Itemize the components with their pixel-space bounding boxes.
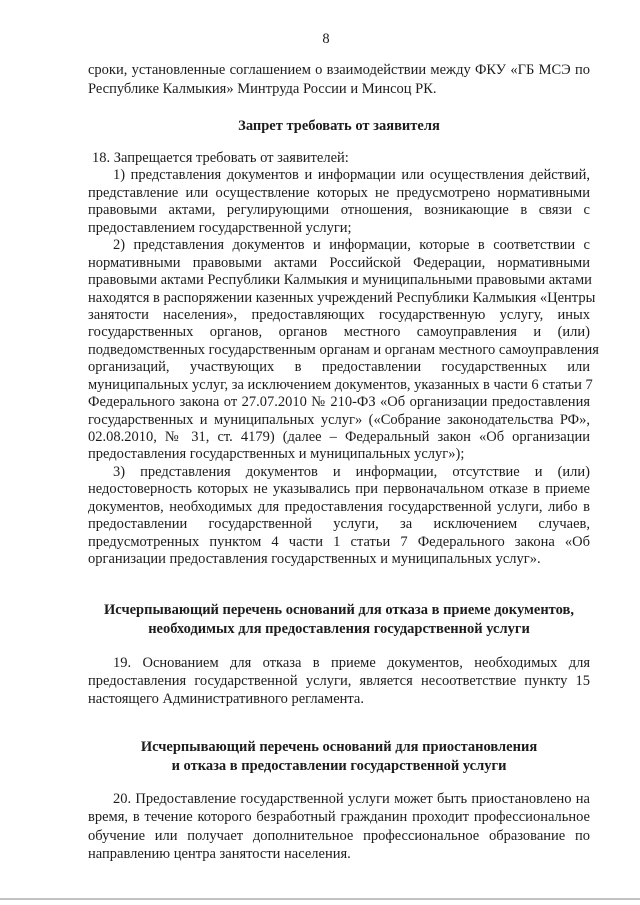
heading-line: и отказа в предоставлении государственной услуги [171, 758, 507, 774]
heading-line: Исчерпывающий перечень оснований для приостановления [140, 739, 538, 755]
paragraph-line: время, в течение которого безработный гражданин проходит профессиональное [88, 809, 590, 826]
paragraph-line: предоставления государственной услуги, является несоответствие пункту 15 [88, 673, 590, 689]
paragraph-line: правовыми актами Республики Калмыкия и муниципальными правовыми актами [88, 272, 592, 289]
paragraph-line: муниципальных услуг, за исключением документов, указанных в части 6 статьи 7 [88, 376, 593, 393]
paragraph-line: подведомственных государственным органам и органам местного самоуправления [88, 341, 599, 358]
paragraph-line: находятся в распоряжении казенных учреждений Республики Калмыкия «Центры [88, 289, 596, 306]
section-heading-suspension [88, 738, 590, 776]
paragraph-line: предоставления государственных и муниципальных услуг»); [88, 446, 465, 463]
paragraph-19 [88, 654, 590, 708]
paragraph-line: 02.08.2010, № 31, ст. 4179) (далее – Федеральный закон «Об организации [88, 429, 590, 445]
paragraph-20 [88, 790, 590, 863]
paragraph-line: Республике Калмыкия» Минтруда России и Минсоц РК. [88, 81, 437, 97]
paragraph-line: государственных органов, органов местного самоуправления и (или) [88, 324, 590, 341]
paragraph-line: занятости населения», предоставляющих государственную услугу, иных [88, 306, 590, 323]
paragraph-line: 18. Запрещается требовать от заявителей: [92, 150, 349, 166]
paragraph-18-subitem-2 [88, 237, 599, 464]
paragraph-line: правовыми актами, регулирующими отношения, возникающие в связи с [88, 202, 590, 219]
section-heading-prohibition [88, 118, 590, 135]
paragraph-line: 1) представления документов и информации или осуществления действий, [113, 167, 590, 184]
paragraph-line: предусмотренных пунктом 4 части 1 статьи 7 Федерального закона «Об [88, 533, 590, 550]
paragraph-line: организации предоставления государственных и муниципальных услуг». [88, 551, 541, 568]
paragraph-line: 2) представления документов и информации, которые в соответствии с [113, 237, 590, 254]
section-body-prohibition [88, 150, 599, 569]
heading-line: необходимых для предоставления государственной услуги [148, 621, 530, 637]
paragraph-line: представление или осуществление которых не предусмотрено нормативными [88, 184, 590, 201]
paragraph-line: предоставлении государственной услуги, за исключением случаев, [88, 516, 590, 533]
heading-line: Исчерпывающий перечень оснований для отказа в приеме документов, [104, 602, 574, 618]
paragraph-line: направлению центра занятости населения. [88, 845, 351, 862]
intro-paragraph [88, 61, 590, 99]
paragraph-line: нормативными правовыми актами Российской Федерации, нормативными [88, 254, 590, 271]
paragraph-line: организаций, участвующих в предоставлении государственных или [88, 359, 590, 376]
paragraph-line: государственных и муниципальных услуг» («Собрание законодательства РФ», [88, 411, 590, 428]
section-heading-refusal-documents [88, 601, 590, 639]
paragraph-line: предоставлением государственной услуги; [88, 219, 352, 236]
paragraph-line: настоящего Административного регламента. [88, 691, 364, 707]
paragraph-18 [88, 150, 590, 167]
paragraph-line: недостоверность которых не указывались при первоначальном отказе в приеме [88, 481, 590, 498]
paragraph-line: 20. Предоставление государственной услуги может быть приостановлено на [113, 791, 590, 807]
paragraph-line: Федерального закона от 27.07.2010 № 210-ФЗ «Об организации предоставления [88, 394, 590, 411]
paragraph-line: 3) представления документов и информации, отсутствие и (или) [113, 463, 590, 480]
scan-edge-line [0, 898, 640, 900]
paragraph-line: обучение или получает дополнительное профессиональное образование по [88, 827, 590, 844]
page-number: 8 [322, 31, 330, 47]
paragraph-line: сроки, установленные соглашением о взаимодействии между ФКУ «ГБ МСЭ по [88, 62, 590, 78]
paragraph-18-subitem-1 [88, 167, 590, 237]
paragraph-18-subitem-3 [88, 464, 590, 569]
paragraph-line: 19. Основанием для отказа в приеме документов, необходимых для [113, 655, 590, 671]
paragraph-line: документов, необходимых для предоставления государственной услуги, либо в [88, 498, 590, 515]
heading-line: Запрет требовать от заявителя [238, 118, 440, 134]
